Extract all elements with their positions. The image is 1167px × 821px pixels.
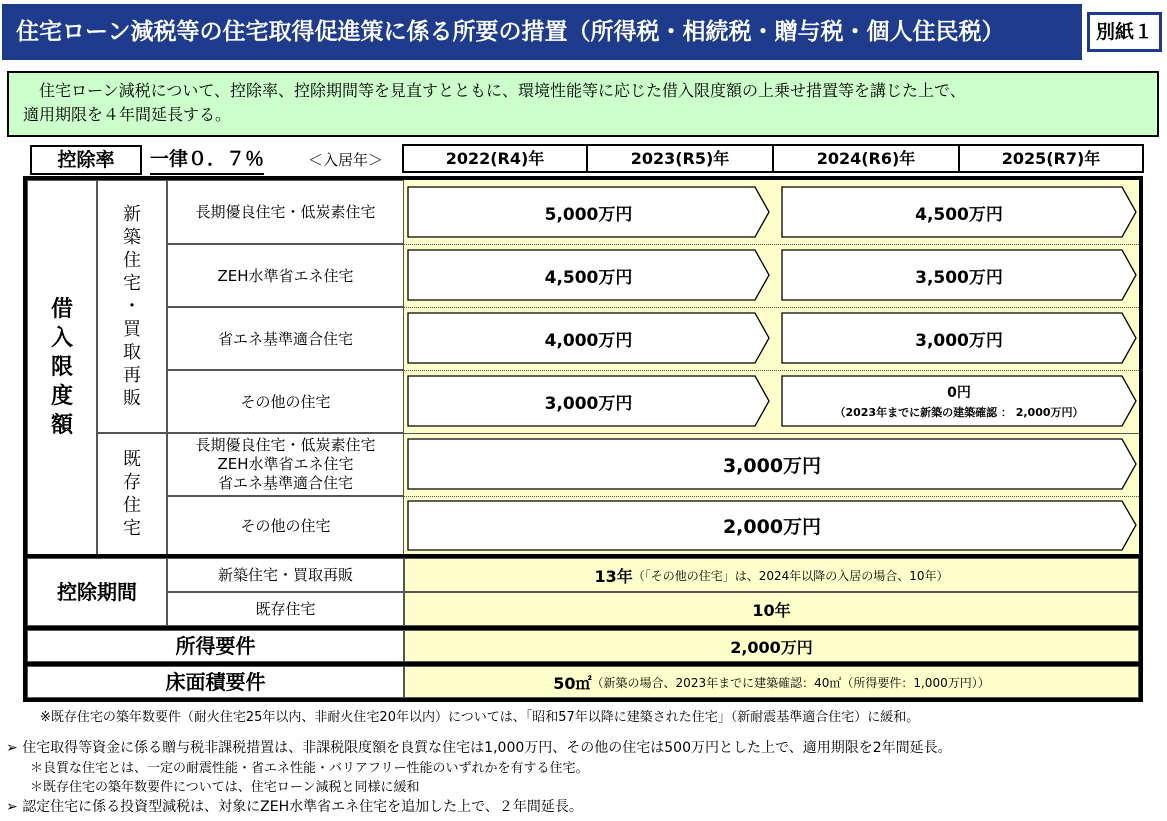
- limit-arrow-r6-r7: [781, 375, 1137, 427]
- deduction-rate-value: 一律０．７％: [150, 145, 264, 175]
- limit-value: 4,000万円: [544, 330, 633, 351]
- limit-value: 0円: [947, 385, 971, 401]
- measures-table: [23, 176, 1143, 702]
- borrowing-limit-char: 入: [50, 326, 73, 351]
- borrowing-limit-char: 限: [50, 355, 73, 380]
- period-value-existing: 10年: [404, 592, 1139, 626]
- new-housing-label: [97, 180, 167, 433]
- note-existing-age: ※既存住宅の築年数要件（耐火住宅25年以内、非耐火住宅20年以内）については、「昭和57年以降に建築された住宅」（新耐震基準適合住宅）に緩和。: [40, 710, 920, 725]
- note-investment-tax: [6, 796, 583, 816]
- borrowing-limit-char: 額: [50, 413, 73, 438]
- borrowing-limit-char: 借: [50, 297, 73, 322]
- limit-value: 3,000万円: [722, 454, 822, 477]
- borrowing-limit-label: [27, 180, 97, 555]
- housing-type-cell: 長期優良住宅・低炭素住宅: [167, 180, 404, 244]
- row-divider: [404, 244, 1139, 245]
- period-years: 13年: [594, 566, 633, 586]
- limit-value: 2,000万円: [722, 516, 822, 538]
- limit-value: 3,500万円: [915, 267, 1003, 288]
- period-value-new: [404, 558, 1139, 592]
- existing-housing-label: [97, 433, 167, 555]
- housing-type-line: 省エネ基準適合住宅: [217, 474, 353, 492]
- attachment-badge: 別紙１: [1087, 12, 1162, 52]
- page-title: 住宅ローン減税等の住宅取得促進策に係る所要の措置（所得税・相続税・贈与税・個人住民税）: [16, 19, 1005, 45]
- floor-area: 50㎡: [553, 673, 592, 693]
- existing-housing-char: 既: [123, 449, 141, 470]
- new-housing-char: 買: [123, 319, 141, 340]
- new-housing-char: 築: [123, 227, 141, 248]
- new-housing-char: 取: [123, 342, 141, 363]
- housing-type-cell: ZEH水準省エネ住宅: [167, 244, 404, 307]
- new-housing-char: ・: [123, 296, 141, 317]
- deduction-rate-label: 控除率: [30, 145, 142, 175]
- year-header-2022: 2022(R4)年: [402, 144, 588, 173]
- title-bar: [2, 4, 1082, 60]
- note-quality-housing: ＊良質な住宅とは、一定の耐震性能・省エネ性能・バリアフリー性能のいずれかを有する住宅。: [30, 761, 589, 776]
- note-investment-tax-text: 認定住宅に係る投資型減税は、対象にZEH水準省エネ住宅を追加した上で、２年間延長。: [22, 799, 583, 815]
- new-housing-char: 販: [123, 388, 141, 409]
- limit-arrow-r4-r5: [407, 375, 770, 427]
- floor-area-value: [404, 666, 1139, 698]
- limit-arrow-r6-r7: [781, 249, 1137, 301]
- limit-arrow-r6-r7: [781, 186, 1137, 238]
- bullet-icon: ➢: [6, 740, 18, 756]
- year-header-2025: 2025(R7)年: [958, 144, 1144, 173]
- period-type-existing: 既存住宅: [167, 592, 404, 626]
- floor-area-note: （新築の場合、2023年までに建築確認：40㎡（所得要件：1,000万円））: [591, 675, 990, 690]
- income-requirement-label: 所得要件: [27, 630, 404, 662]
- year-header-2023: 2023(R5)年: [586, 144, 774, 173]
- summary-line-1: 住宅ローン減税について、控除率、控除期間等を見直すとともに、環境性能等に応じた借入限度額の上乗せ措置等を講じた上で、: [39, 81, 966, 100]
- housing-type-cell: 省エネ基準適合住宅: [167, 307, 404, 370]
- row-divider: [404, 433, 1139, 434]
- new-housing-char: 再: [123, 365, 141, 386]
- new-housing-char: 新: [123, 204, 141, 225]
- note-existing-relax: ＊既存住宅の築年数要件については、住宅ローン減税と同様に緩和: [30, 780, 420, 795]
- row-divider: [404, 496, 1139, 497]
- limit-arrow-existing: [407, 438, 1137, 490]
- new-housing-char: 宅: [123, 273, 141, 294]
- limit-value: 3,000万円: [544, 393, 633, 414]
- floor-area-label: 床面積要件: [27, 666, 404, 698]
- limit-value: 4,500万円: [544, 267, 633, 288]
- summary-box: [7, 71, 1159, 137]
- housing-type-cell: その他の住宅: [167, 496, 404, 555]
- new-housing-char: 住: [123, 250, 141, 271]
- bullet-icon: ➢: [6, 799, 18, 815]
- limit-value: 3,000万円: [915, 330, 1003, 351]
- row-divider: [404, 370, 1139, 371]
- row-divider: [404, 307, 1139, 308]
- period-type-new: 新築住宅・買取再販: [167, 558, 404, 592]
- housing-type-cell: [167, 433, 404, 496]
- housing-type-line: ZEH水準省エネ住宅: [217, 455, 354, 473]
- limit-arrow-r4-r5: [407, 186, 770, 238]
- limit-arrow-r6-r7: [781, 312, 1137, 364]
- existing-housing-char: 宅: [123, 518, 141, 539]
- note-gift-tax-text: 住宅取得等資金に係る贈与税非課税措置は、非課税限度額を良質な住宅は1,000万円、その他の住宅は500万円とした上で、適用期限を2年間延長。: [22, 740, 952, 756]
- note-gift-tax: [6, 737, 952, 757]
- housing-type-cell: その他の住宅: [167, 370, 404, 433]
- period-note: （「その他の住宅」は、2024年以降の入居の場合、10年）: [632, 568, 949, 583]
- limit-arrow-r4-r5: [407, 249, 770, 301]
- year-header-2024: 2024(R6)年: [772, 144, 960, 173]
- housing-type-line: 長期優良住宅・低炭素住宅: [195, 436, 376, 454]
- move-in-year-label: ＜入居年＞: [308, 151, 384, 169]
- limit-note: （2023年までに新築の建築確認 ： 2,000万円）: [834, 406, 1084, 419]
- limit-value: 5,000万円: [544, 204, 633, 225]
- deduction-period-label: 控除期間: [27, 558, 167, 626]
- borrowing-limit-char: 度: [50, 384, 73, 409]
- limit-value: 4,500万円: [915, 204, 1003, 225]
- existing-housing-char: 住: [123, 495, 141, 516]
- income-requirement-value: 2,000万円: [404, 630, 1139, 662]
- limit-arrow-r4-r5: [407, 312, 770, 364]
- existing-housing-char: 存: [123, 472, 141, 493]
- summary-line-2: 適用期限を４年間延長する。: [23, 105, 232, 124]
- limit-arrow-existing: [407, 500, 1137, 551]
